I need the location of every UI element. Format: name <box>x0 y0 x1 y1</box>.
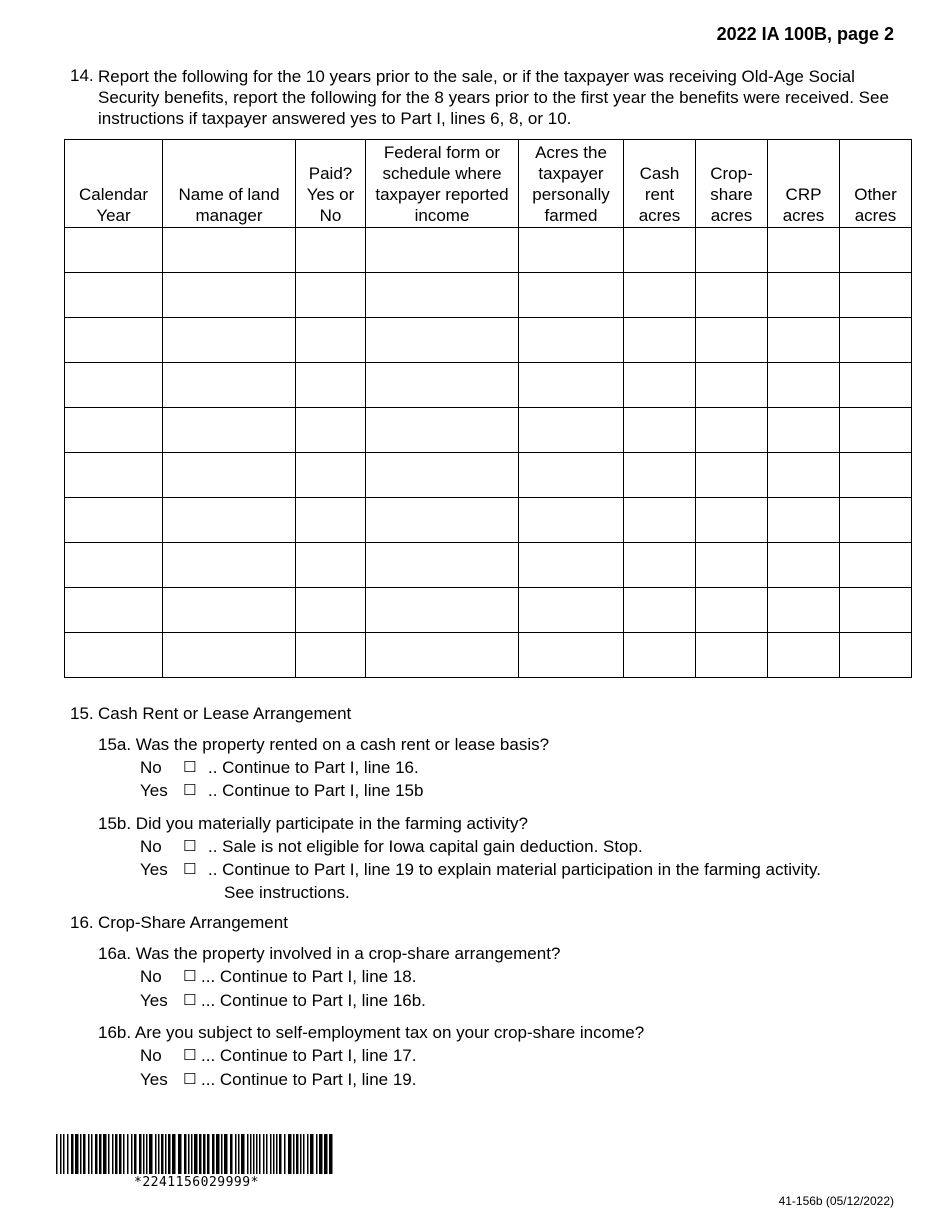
cell-crop-share-acres[interactable] <box>696 408 768 453</box>
cell-crp-acres[interactable] <box>768 363 840 408</box>
cell-cash-rent-acres[interactable] <box>624 228 696 273</box>
table-row <box>65 633 912 678</box>
barcode-bar <box>139 1134 142 1174</box>
cell-crop-share-acres[interactable] <box>696 273 768 318</box>
barcode-bar <box>80 1134 82 1174</box>
barcode-bar <box>207 1134 210 1174</box>
barcode-bar <box>63 1134 65 1174</box>
cell-land-manager[interactable] <box>163 273 296 318</box>
q16a-yes-checkbox[interactable]: ☐ <box>183 991 197 1009</box>
barcode-bar <box>60 1134 62 1174</box>
col-land-manager: Name of land manager <box>163 140 296 228</box>
cell-cash-rent-acres[interactable] <box>624 498 696 543</box>
q16b-yes-text: ... Continue to Part I, line 19. <box>201 1070 417 1089</box>
cell-other-acres[interactable] <box>840 588 912 633</box>
cell-acres-farmed[interactable] <box>519 228 624 273</box>
cell-cash-rent-acres[interactable] <box>624 633 696 678</box>
q16b-no-text: ... Continue to Part I, line 17. <box>201 1046 417 1065</box>
cell-calendar-year[interactable] <box>65 363 163 408</box>
barcode-bar <box>230 1134 233 1174</box>
table-row <box>65 228 912 273</box>
barcode-bar <box>235 1134 237 1174</box>
col-other-acres: Other acres <box>840 140 912 228</box>
cell-crp-acres[interactable] <box>768 633 840 678</box>
barcode-bar <box>134 1134 137 1174</box>
barcode-image <box>56 1134 336 1174</box>
q15b-yes-text: .. Continue to Part I, line 19 to explain material participation in the farming activity. <box>208 860 821 879</box>
barcode-bar <box>149 1134 153 1174</box>
cell-acres-farmed[interactable] <box>519 408 624 453</box>
barcode-bar <box>131 1134 133 1174</box>
q16-title: Crop-Share Arrangement <box>98 913 288 932</box>
q15b-no-label: No <box>140 837 162 856</box>
cell-paid[interactable] <box>296 273 366 318</box>
cell-acres-farmed[interactable] <box>519 543 624 588</box>
cell-land-manager[interactable] <box>163 633 296 678</box>
q16a-no-checkbox[interactable]: ☐ <box>183 967 197 985</box>
cell-cash-rent-acres[interactable] <box>624 588 696 633</box>
cell-other-acres[interactable] <box>840 633 912 678</box>
barcode-bar <box>71 1134 74 1174</box>
col-cash-rent-acres: Cash rent acres <box>624 140 696 228</box>
q16a-no-text: ... Continue to Part I, line 18. <box>201 967 417 986</box>
cell-federal-form[interactable] <box>366 498 519 543</box>
q16a-question: 16a. Was the property involved in a crop-share arrangement? <box>98 944 561 963</box>
barcode-bar <box>310 1134 314 1174</box>
q16a-yes-label: Yes <box>140 991 168 1010</box>
q16b-no-checkbox[interactable]: ☐ <box>183 1046 197 1064</box>
cell-other-acres[interactable] <box>840 273 912 318</box>
cell-paid[interactable] <box>296 318 366 363</box>
cell-paid[interactable] <box>296 228 366 273</box>
q14-table <box>64 139 912 678</box>
cell-crp-acres[interactable] <box>768 453 840 498</box>
barcode-bar <box>168 1134 171 1174</box>
q15a-yes-label: Yes <box>140 781 168 800</box>
barcode-bar <box>303 1134 305 1174</box>
cell-acres-farmed[interactable] <box>519 318 624 363</box>
cell-paid[interactable] <box>296 408 366 453</box>
barcode-bar <box>88 1134 90 1174</box>
barcode-bar <box>108 1134 110 1174</box>
barcode-bar <box>191 1134 193 1174</box>
cell-federal-form[interactable] <box>366 228 519 273</box>
barcode-bar <box>115 1134 118 1174</box>
table-row <box>65 318 912 363</box>
table-row <box>65 273 912 318</box>
barcode-bar <box>276 1134 278 1174</box>
barcode-bar <box>238 1134 240 1174</box>
q16a-yes-text: ... Continue to Part I, line 16b. <box>201 991 426 1010</box>
cell-crp-acres[interactable] <box>768 498 840 543</box>
q16b-question: 16b. Are you subject to self-employment tax on your crop-share income? <box>98 1023 645 1042</box>
barcode-bar <box>203 1134 206 1174</box>
cell-other-acres[interactable] <box>840 498 912 543</box>
cell-acres-farmed[interactable] <box>519 453 624 498</box>
q15b-yes-text-cont: See instructions. <box>224 883 350 902</box>
barcode-bar <box>67 1134 69 1174</box>
cell-crop-share-acres[interactable] <box>696 228 768 273</box>
q14-instructions: Report the following for the 10 years prior to the sale, or if the taxpayer was receiving Old-Age Social Security benefits, report the following for the 8 years prior to the first year the benefits were received. See instructions if taxpayer answered yes to Part I, lines 6, 8, or 10. <box>98 67 889 128</box>
cell-land-manager[interactable] <box>163 588 296 633</box>
cell-federal-form[interactable] <box>366 273 519 318</box>
page-title: 2022 IA 100B, page 2 <box>716 24 894 44</box>
cell-acres-farmed[interactable] <box>519 363 624 408</box>
barcode-bar <box>253 1134 255 1174</box>
cell-land-manager[interactable] <box>163 318 296 363</box>
col-crop-share-acres: Crop-share acres <box>696 140 768 228</box>
barcode-bar <box>241 1134 245 1174</box>
cell-federal-form[interactable] <box>366 363 519 408</box>
barcode-bar <box>324 1134 328 1174</box>
barcode-bar <box>279 1134 282 1174</box>
barcode-bar <box>319 1134 323 1174</box>
table-header-row <box>65 140 912 228</box>
barcode-bar <box>165 1134 167 1174</box>
barcode-bar <box>256 1134 258 1174</box>
q15b-yes-label: Yes <box>140 860 168 879</box>
cell-crp-acres[interactable] <box>768 318 840 363</box>
barcode-bar <box>273 1134 275 1174</box>
cell-acres-farmed[interactable] <box>519 588 624 633</box>
cell-paid[interactable] <box>296 498 366 543</box>
q14-number: 14. <box>70 66 94 85</box>
col-calendar-year: Calendar Year <box>65 140 163 228</box>
barcode-bar <box>284 1134 286 1174</box>
cell-other-acres[interactable] <box>840 543 912 588</box>
cell-crp-acres[interactable] <box>768 543 840 588</box>
barcode-bar <box>270 1134 272 1174</box>
barcode-bar <box>155 1134 157 1174</box>
q16b-yes-label: Yes <box>140 1070 168 1089</box>
barcode-bar <box>184 1134 187 1174</box>
q15b-no-text: .. Sale is not eligible for Iowa capital gain deduction. Stop. <box>208 837 643 856</box>
cell-calendar-year[interactable] <box>65 633 163 678</box>
cell-crop-share-acres[interactable] <box>696 453 768 498</box>
q15b-question: 15b. Did you materially participate in the farming activity? <box>98 814 528 833</box>
barcode-bar <box>83 1134 86 1174</box>
cell-paid[interactable] <box>296 453 366 498</box>
q15b-yes-checkbox[interactable]: ☐ <box>183 860 197 878</box>
q16-number: 16. <box>70 913 94 932</box>
table-row <box>65 498 912 543</box>
cell-cash-rent-acres[interactable] <box>624 543 696 588</box>
cell-federal-form[interactable] <box>366 543 519 588</box>
cell-crop-share-acres[interactable] <box>696 543 768 588</box>
barcode-bar <box>199 1134 202 1174</box>
barcode-bar <box>250 1134 252 1174</box>
cell-cash-rent-acres[interactable] <box>624 453 696 498</box>
q15a-question: 15a. Was the property rented on a cash rent or lease basis? <box>98 735 550 754</box>
cell-calendar-year[interactable] <box>65 273 163 318</box>
cell-other-acres[interactable] <box>840 318 912 363</box>
barcode-bar <box>95 1134 98 1174</box>
table-row <box>65 543 912 588</box>
cell-crp-acres[interactable] <box>768 588 840 633</box>
barcode-bar <box>247 1134 249 1174</box>
cell-calendar-year[interactable] <box>65 588 163 633</box>
col-acres-farmed: Acres the taxpayer personally farmed <box>519 140 624 228</box>
barcode-bar <box>56 1134 58 1174</box>
q15a-yes-checkbox[interactable]: ☐ <box>183 781 197 799</box>
table-row <box>65 588 912 633</box>
cell-acres-farmed[interactable] <box>519 633 624 678</box>
barcode-bar <box>263 1134 265 1174</box>
barcode-bar <box>172 1134 176 1174</box>
barcode-bar <box>266 1134 268 1174</box>
cell-crop-share-acres[interactable] <box>696 633 768 678</box>
cell-acres-farmed[interactable] <box>519 498 624 543</box>
cell-land-manager[interactable] <box>163 408 296 453</box>
barcode-bar <box>316 1134 318 1174</box>
cell-paid[interactable] <box>296 588 366 633</box>
barcode-bar <box>161 1134 164 1174</box>
barcode-bar <box>123 1134 125 1174</box>
q15-number: 15. <box>70 704 94 723</box>
cell-paid[interactable] <box>296 363 366 408</box>
cell-calendar-year[interactable] <box>65 498 163 543</box>
barcode-bar <box>224 1134 228 1174</box>
cell-crop-share-acres[interactable] <box>696 318 768 363</box>
barcode-bar <box>212 1134 215 1174</box>
cell-calendar-year[interactable] <box>65 228 163 273</box>
barcode-bar <box>188 1134 190 1174</box>
barcode-bar <box>296 1134 299 1174</box>
barcode-bar <box>146 1134 148 1174</box>
cell-land-manager[interactable] <box>163 453 296 498</box>
cell-crp-acres[interactable] <box>768 228 840 273</box>
col-federal-form: Federal form or schedule where taxpayer reported income <box>366 140 519 228</box>
barcode-bar <box>178 1134 182 1174</box>
cell-federal-form[interactable] <box>366 453 519 498</box>
table-row <box>65 408 912 453</box>
q15a-no-text: .. Continue to Part I, line 16. <box>208 758 419 777</box>
cell-paid[interactable] <box>296 543 366 588</box>
table-row <box>65 363 912 408</box>
cell-land-manager[interactable] <box>163 543 296 588</box>
cell-other-acres[interactable] <box>840 363 912 408</box>
q15b-no-checkbox[interactable]: ☐ <box>183 837 197 855</box>
cell-land-manager[interactable] <box>163 498 296 543</box>
barcode-bar <box>216 1134 220 1174</box>
col-crp-acres: CRP acres <box>768 140 840 228</box>
barcode-bar <box>288 1134 292 1174</box>
q16b-no-label: No <box>140 1046 162 1065</box>
cell-federal-form[interactable] <box>366 318 519 363</box>
cell-crop-share-acres[interactable] <box>696 363 768 408</box>
barcode-bar <box>329 1134 333 1174</box>
q15-title: Cash Rent or Lease Arrangement <box>98 704 352 723</box>
barcode-bar <box>293 1134 295 1174</box>
cell-calendar-year[interactable] <box>65 318 163 363</box>
barcode-bar <box>158 1134 160 1174</box>
cell-crop-share-acres[interactable] <box>696 498 768 543</box>
cell-paid[interactable] <box>296 633 366 678</box>
barcode-bar <box>307 1134 309 1174</box>
cell-land-manager[interactable] <box>163 228 296 273</box>
cell-cash-rent-acres[interactable] <box>624 318 696 363</box>
barcode-bar <box>194 1134 198 1174</box>
q15a-no-label: No <box>140 758 162 777</box>
barcode-bar <box>119 1134 122 1174</box>
table-row <box>65 453 912 498</box>
cell-crp-acres[interactable] <box>768 408 840 453</box>
cell-calendar-year[interactable] <box>65 543 163 588</box>
cell-cash-rent-acres[interactable] <box>624 273 696 318</box>
cell-land-manager[interactable] <box>163 363 296 408</box>
q16b-yes-checkbox[interactable]: ☐ <box>183 1070 197 1088</box>
q15a-yes-text: .. Continue to Part I, line 15b <box>208 781 424 800</box>
cell-federal-form[interactable] <box>366 408 519 453</box>
cell-cash-rent-acres[interactable] <box>624 363 696 408</box>
cell-other-acres[interactable] <box>840 408 912 453</box>
cell-crp-acres[interactable] <box>768 273 840 318</box>
barcode-bar <box>99 1134 102 1174</box>
barcode-number: *2241156029999* <box>134 1175 259 1190</box>
form-id: 41-156b (05/12/2022) <box>778 1194 894 1208</box>
barcode-bar <box>143 1134 145 1174</box>
barcode-bar <box>221 1134 223 1174</box>
cell-calendar-year[interactable] <box>65 408 163 453</box>
cell-federal-form[interactable] <box>366 633 519 678</box>
cell-calendar-year[interactable] <box>65 453 163 498</box>
cell-other-acres[interactable] <box>840 228 912 273</box>
cell-cash-rent-acres[interactable] <box>624 408 696 453</box>
barcode-bar <box>103 1134 107 1174</box>
cell-crop-share-acres[interactable] <box>696 588 768 633</box>
barcode-bar <box>91 1134 93 1174</box>
cell-federal-form[interactable] <box>366 588 519 633</box>
barcode-bar <box>127 1134 129 1174</box>
col-paid: Paid? Yes or No <box>296 140 366 228</box>
barcode-bar <box>300 1134 302 1174</box>
q16a-no-label: No <box>140 967 162 986</box>
cell-acres-farmed[interactable] <box>519 273 624 318</box>
cell-other-acres[interactable] <box>840 453 912 498</box>
q15a-no-checkbox[interactable]: ☐ <box>183 758 197 776</box>
barcode-bar <box>259 1134 261 1174</box>
barcode-bar <box>112 1134 114 1174</box>
barcode-bar <box>75 1134 79 1174</box>
